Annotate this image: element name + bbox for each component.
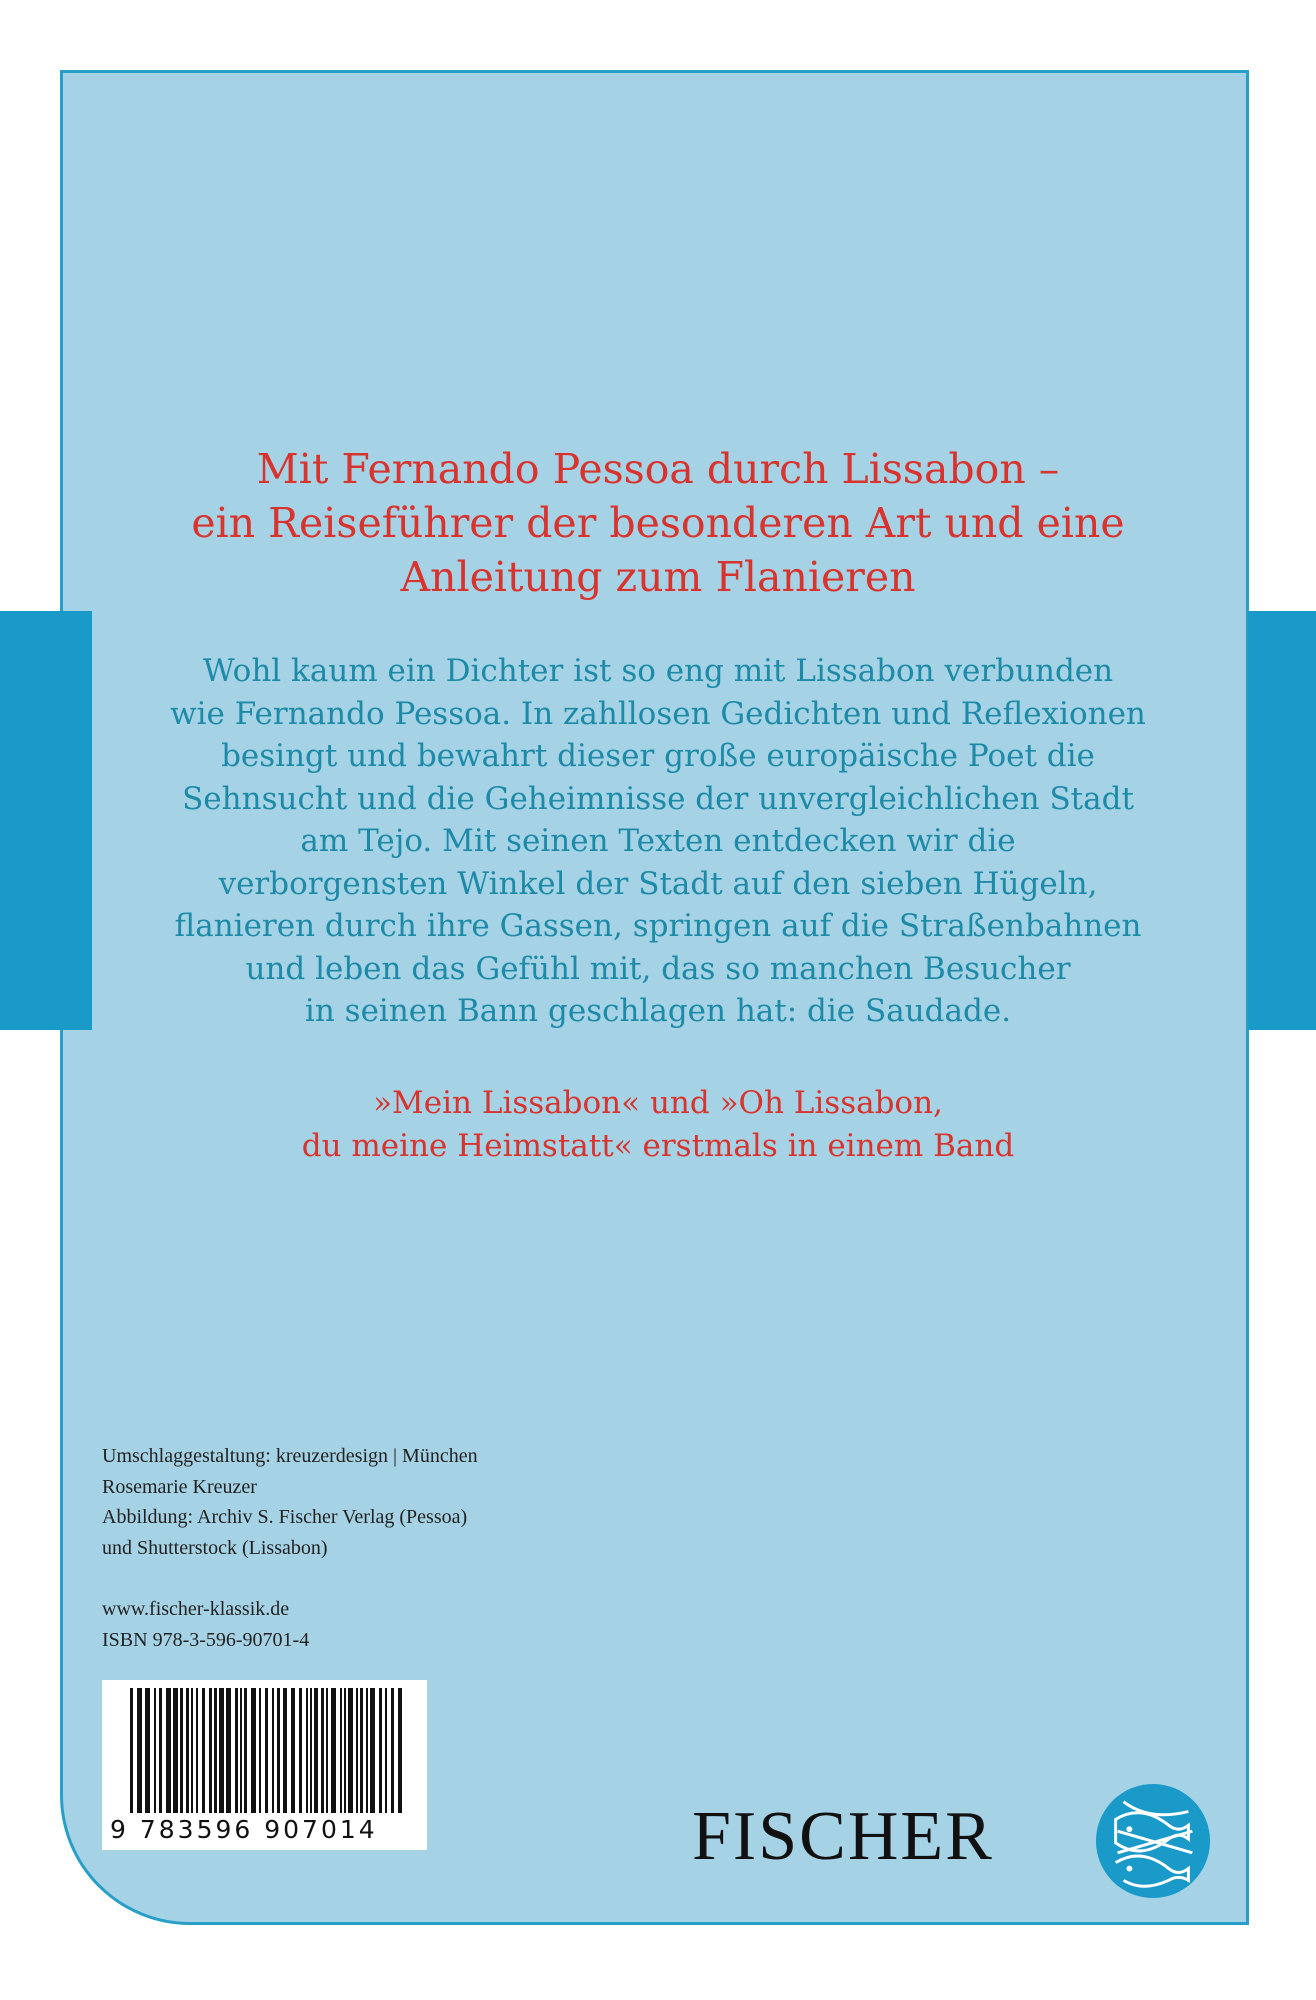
isbn-text: ISBN 978-3-596-90701-4 (102, 1628, 310, 1651)
blurb-line: besingt und bewahrt dieser große europäische Poet die (221, 738, 1095, 774)
tagline (100, 1082, 1216, 1167)
blurb-line: wie Fernando Pessoa. In zahllosen Gedichten und Reflexionen (170, 695, 1146, 732)
tagline-line-1: »Mein Lissabon« und »Oh Lissabon, (373, 1085, 943, 1121)
left-edge-tab (0, 611, 92, 1030)
headline-line-2: ein Reiseführer der besonderen Art und eine (191, 499, 1125, 547)
fischer-fish-logo-icon (1094, 1782, 1212, 1900)
tagline-line-2: du meine Heimstatt« erstmals in einem Band (301, 1127, 1015, 1164)
blurb-line: in seinen Bann geschlagen hat: die Saudade. (304, 993, 1012, 1029)
website-link[interactable]: www.fischer-klassik.de (102, 1598, 290, 1620)
credit-line: Umschlaggestaltung: kreuzerdesign | München (102, 1445, 478, 1467)
barcode-digits: 9 783596 907014 (110, 1815, 420, 1844)
credit-line: und Shutterstock (Lissabon) (102, 1536, 328, 1559)
blurb-line: Wohl kaum ein Dichter ist so eng mit Lissabon verbunden (202, 653, 1114, 689)
blurb-line: Sehnsucht und die Geheimnisse der unvergleichlichen Stadt (182, 780, 1134, 817)
blurb (100, 650, 1216, 1033)
headline-line-1: Mit Fernando Pessoa durch Lissabon – (256, 445, 1060, 493)
publisher-name: FISCHER (692, 1798, 994, 1875)
credit-line: Abbildung: Archiv S. Fischer Verlag (Pessoa) (102, 1506, 468, 1528)
headline (100, 442, 1216, 604)
blurb-line: und leben das Gefühl mit, das so manchen Besucher (245, 950, 1071, 987)
credit-line: Rosemarie Kreuzer (102, 1475, 257, 1498)
publisher-info (102, 1594, 702, 1655)
blurb-line: verborgensten Winkel der Stadt auf den sieben Hügeln, (218, 865, 1098, 902)
credits (102, 1441, 702, 1563)
right-edge-tab (1248, 611, 1316, 1030)
blurb-line: flanieren durch ihre Gassen, springen auf die Straßenbahnen (174, 908, 1142, 944)
blurb-line: am Tejo. Mit seinen Texten entdecken wir die (300, 823, 1016, 859)
headline-line-3: Anleitung zum Flanieren (400, 553, 916, 601)
barcode (102, 1680, 427, 1850)
